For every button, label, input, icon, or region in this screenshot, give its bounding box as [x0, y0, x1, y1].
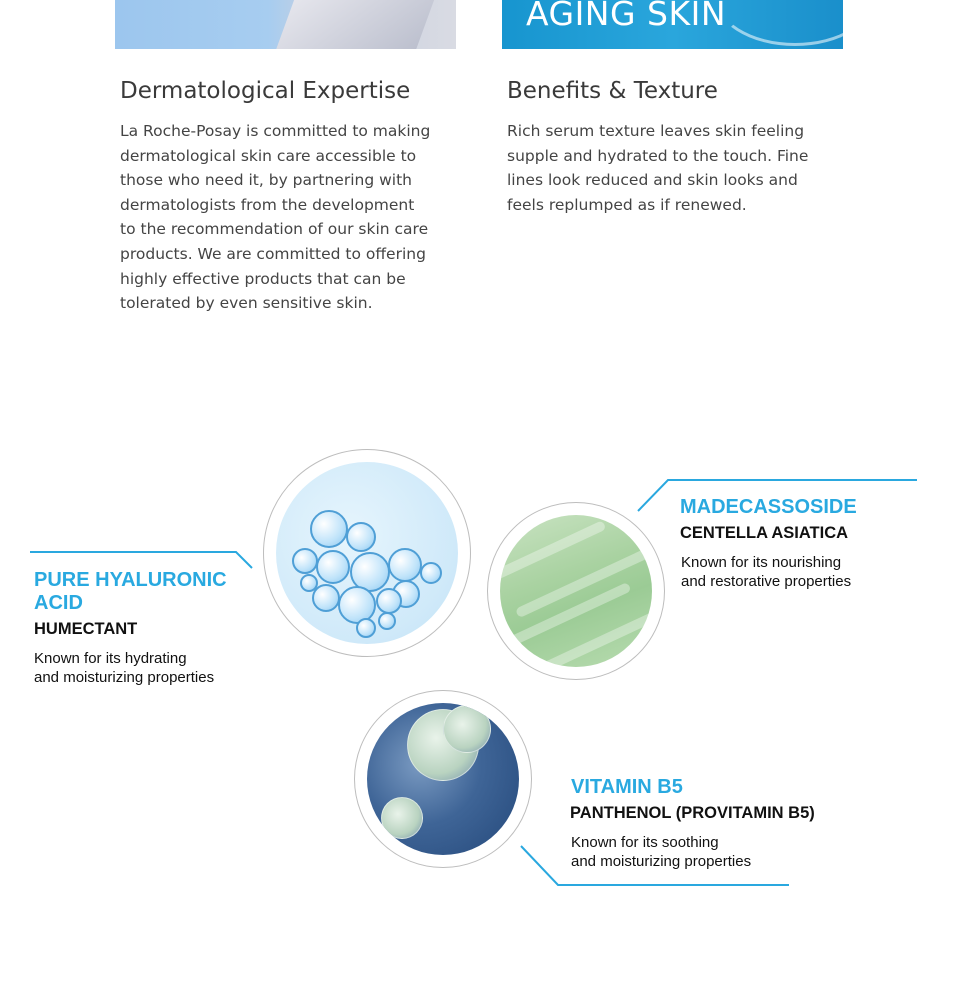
blue-spheres-image	[367, 703, 519, 855]
hyaluronic-description: Known for its hydrating and moisturizing properties	[34, 650, 215, 686]
vitamin-b5-title: VITAMIN B5	[571, 776, 683, 798]
aging-skin-image-text: AGING SKIN	[526, 0, 727, 33]
vitamin-b5-description: Known for its soothing and moisturizing properties	[571, 834, 752, 870]
panthenol-label: PANTHENOL (PROVITAMIN B5)	[570, 804, 815, 822]
madecassoside-circle	[487, 502, 665, 680]
dermatological-expertise-text: La Roche-Posay is committed to making dermatological skin care accessible to those who need it, by partnering with dermatologists from the development to the recommendation of our skin care products. We are committed to offering highly effective products that can be tolerated by even sensitive skin.	[120, 122, 431, 313]
dermatological-expertise-heading: Dermatological Expertise	[120, 78, 411, 104]
benefits-texture-text: Rich serum texture leaves skin feeling supple and hydrated to the touch. Fine lines look reduced and skin looks and feels replumped as if renewed.	[507, 122, 809, 214]
pure-hyaluronic-acid-title: PURE HYALURONIC ACID	[34, 569, 227, 614]
bubbles-image	[276, 462, 458, 644]
humectant-label: HUMECTANT	[34, 620, 138, 638]
benefits-texture-heading: Benefits & Texture	[507, 78, 718, 104]
hyaluronic-acid-circle	[263, 449, 471, 657]
madecassoside-description: Known for its nourishing and restorative properties	[681, 554, 852, 590]
green-cream-image	[500, 515, 652, 667]
madecassoside-title: MADECASSOSIDE	[680, 496, 857, 518]
centella-asiatica-label: CENTELLA ASIATICA	[680, 524, 849, 542]
vitamin-b5-circle	[354, 690, 532, 868]
